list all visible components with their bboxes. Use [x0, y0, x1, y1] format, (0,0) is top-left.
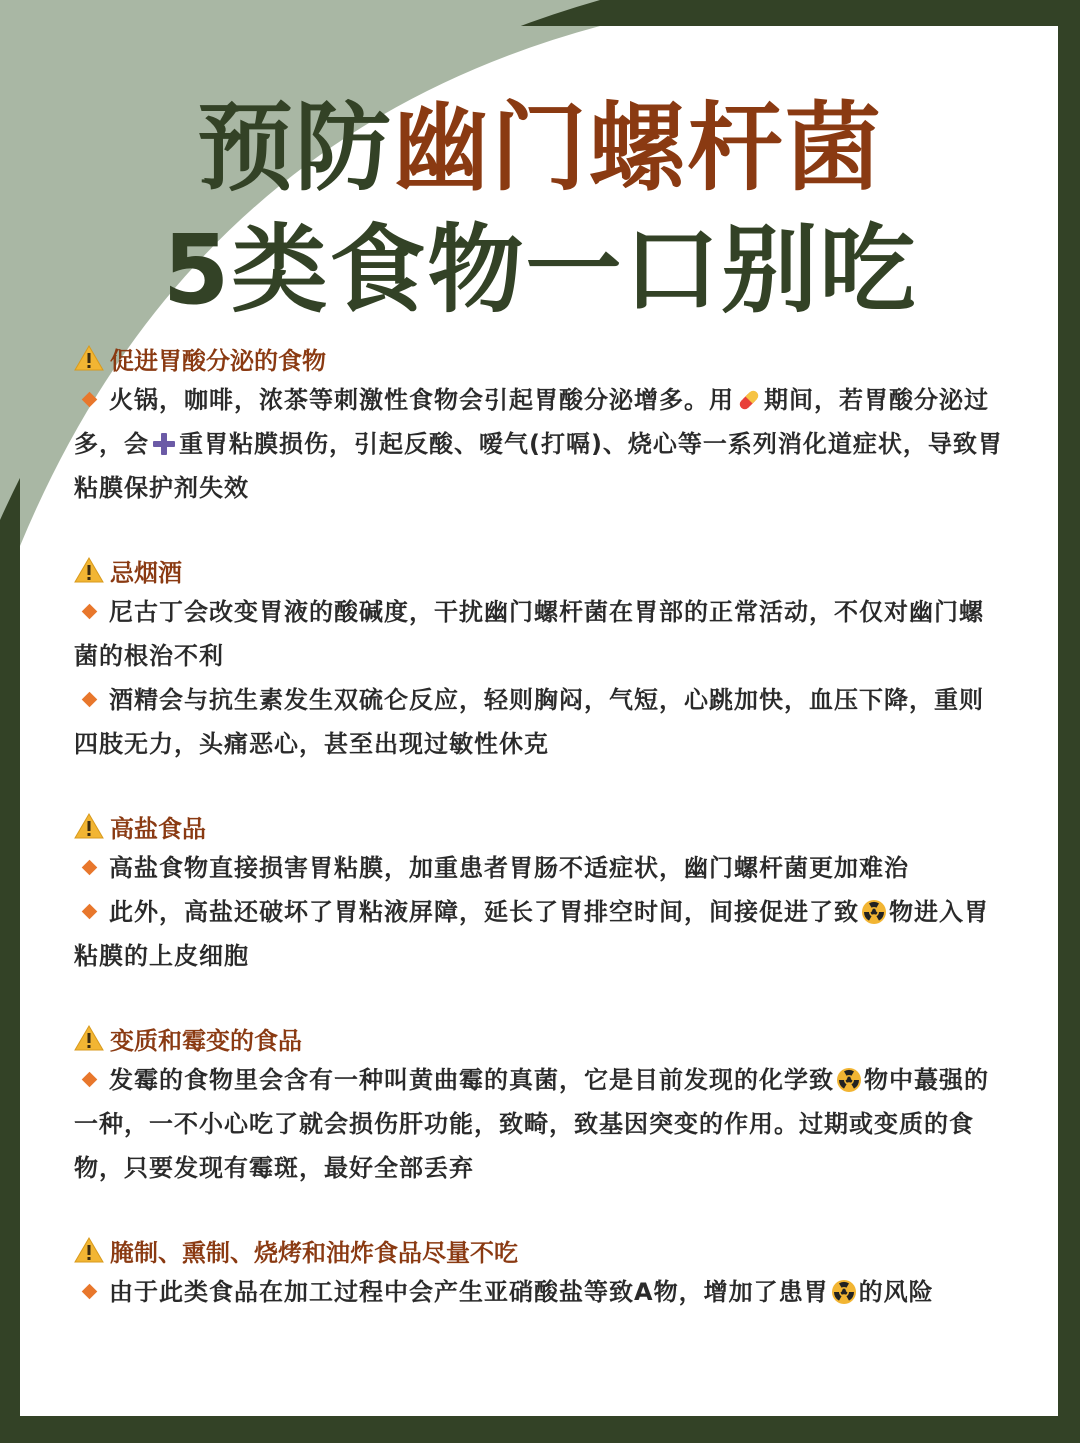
paragraph: [74, 1058, 1004, 1190]
section-heading-text: 腌制、熏制、烧烤和油炸食品尽量不吃: [110, 1238, 518, 1267]
section-heading: [74, 806, 1004, 846]
warning-icon: [74, 1025, 104, 1051]
warning-icon: [74, 813, 104, 839]
section-heading: [74, 550, 1004, 590]
paragraph: [74, 678, 1004, 766]
paragraph: [74, 378, 1004, 510]
warning-icon: [74, 345, 104, 371]
paragraph-text: 发霉的食物里会含有一种叫黄曲霉的真菌，它是目前发现的化学致: [109, 1066, 834, 1094]
pill-icon: [736, 387, 762, 413]
orange-diamond-icon: [82, 392, 98, 408]
orange-diamond-icon: [82, 604, 98, 620]
paragraph-text: 期间，若胃酸分泌过多，会: [74, 386, 989, 458]
section-stomach-acid: [74, 338, 1004, 510]
title-accent: 幽门螺杆菌: [393, 92, 883, 204]
paragraph: [74, 890, 1004, 978]
paragraph-text: 物中蕞强的一种，一不小心吃了就会损伤肝功能，致畸，致基因突变的作用。过期或变质的食物，只要发现有霉斑，最好全部丢弃: [74, 1066, 989, 1182]
section-heading-text: 忌烟酒: [110, 558, 182, 587]
radioactive-icon: [836, 1067, 862, 1093]
paragraph-text: 的风险: [858, 1278, 934, 1306]
paragraph-text: 此外，高盐还破坏了胃粘液屏障，延长了胃排空时间，间接促进了致: [109, 898, 859, 926]
section-processed-food: [74, 1230, 1004, 1314]
paragraph-text: 高盐食物直接损害胃粘膜，加重患者胃肠不适症状，幽门螺杆菌更加难治: [109, 854, 909, 882]
section-heading-text: 高盐食品: [110, 814, 206, 843]
page-title-line-2: 5类食物一口别吃: [162, 214, 918, 326]
paragraph-text: 物进入胃粘膜的上皮细胞: [74, 898, 989, 970]
paragraph-text: 由于此类食品在加工过程中会产生亚硝酸盐等致A物，增加了患胃: [109, 1278, 829, 1306]
radioactive-icon: [861, 899, 887, 925]
paragraph: [74, 846, 1004, 890]
plus-icon: [151, 431, 177, 457]
title-prefix: 预防: [197, 92, 393, 204]
article-content: [74, 338, 1004, 1354]
section-heading-text: 变质和霉变的食品: [110, 1026, 302, 1055]
section-smoking-alcohol: [74, 550, 1004, 766]
paragraph: [74, 1270, 1004, 1314]
paragraph-text: 酒精会与抗生素发生双硫仑反应，轻则胸闷，气短，心跳加快，血压下降，重则四肢无力，头痛恶心，甚至出现过敏性休克: [74, 686, 984, 758]
section-heading: [74, 1230, 1004, 1270]
section-heading-text: 促进胃酸分泌的食物: [110, 346, 326, 375]
paragraph-text: 火锅，咖啡，浓茶等刺激性食物会引起胃酸分泌增多。用: [109, 386, 734, 414]
warning-icon: [74, 1237, 104, 1263]
paragraph-text: 尼古丁会改变胃液的酸碱度，干扰幽门螺杆菌在胃部的正常活动，不仅对幽门螺菌的根治不利: [74, 598, 984, 670]
orange-diamond-icon: [82, 904, 98, 920]
orange-diamond-icon: [82, 1284, 98, 1300]
section-heading: [74, 338, 1004, 378]
radioactive-icon: [831, 1279, 857, 1305]
warning-icon: [74, 557, 104, 583]
page-title-line-1: [0, 92, 1080, 204]
section-high-salt: [74, 806, 1004, 978]
orange-diamond-icon: [82, 860, 98, 876]
paragraph: [74, 590, 1004, 678]
section-moldy-food: [74, 1018, 1004, 1190]
orange-diamond-icon: [82, 1072, 98, 1088]
orange-diamond-icon: [82, 692, 98, 708]
section-heading: [74, 1018, 1004, 1058]
paragraph-text: 重胃粘膜损伤，引起反酸、嗳气(打嗝)、烧心等一系列消化道症状，导致胃粘膜保护剂失效: [74, 430, 1003, 502]
